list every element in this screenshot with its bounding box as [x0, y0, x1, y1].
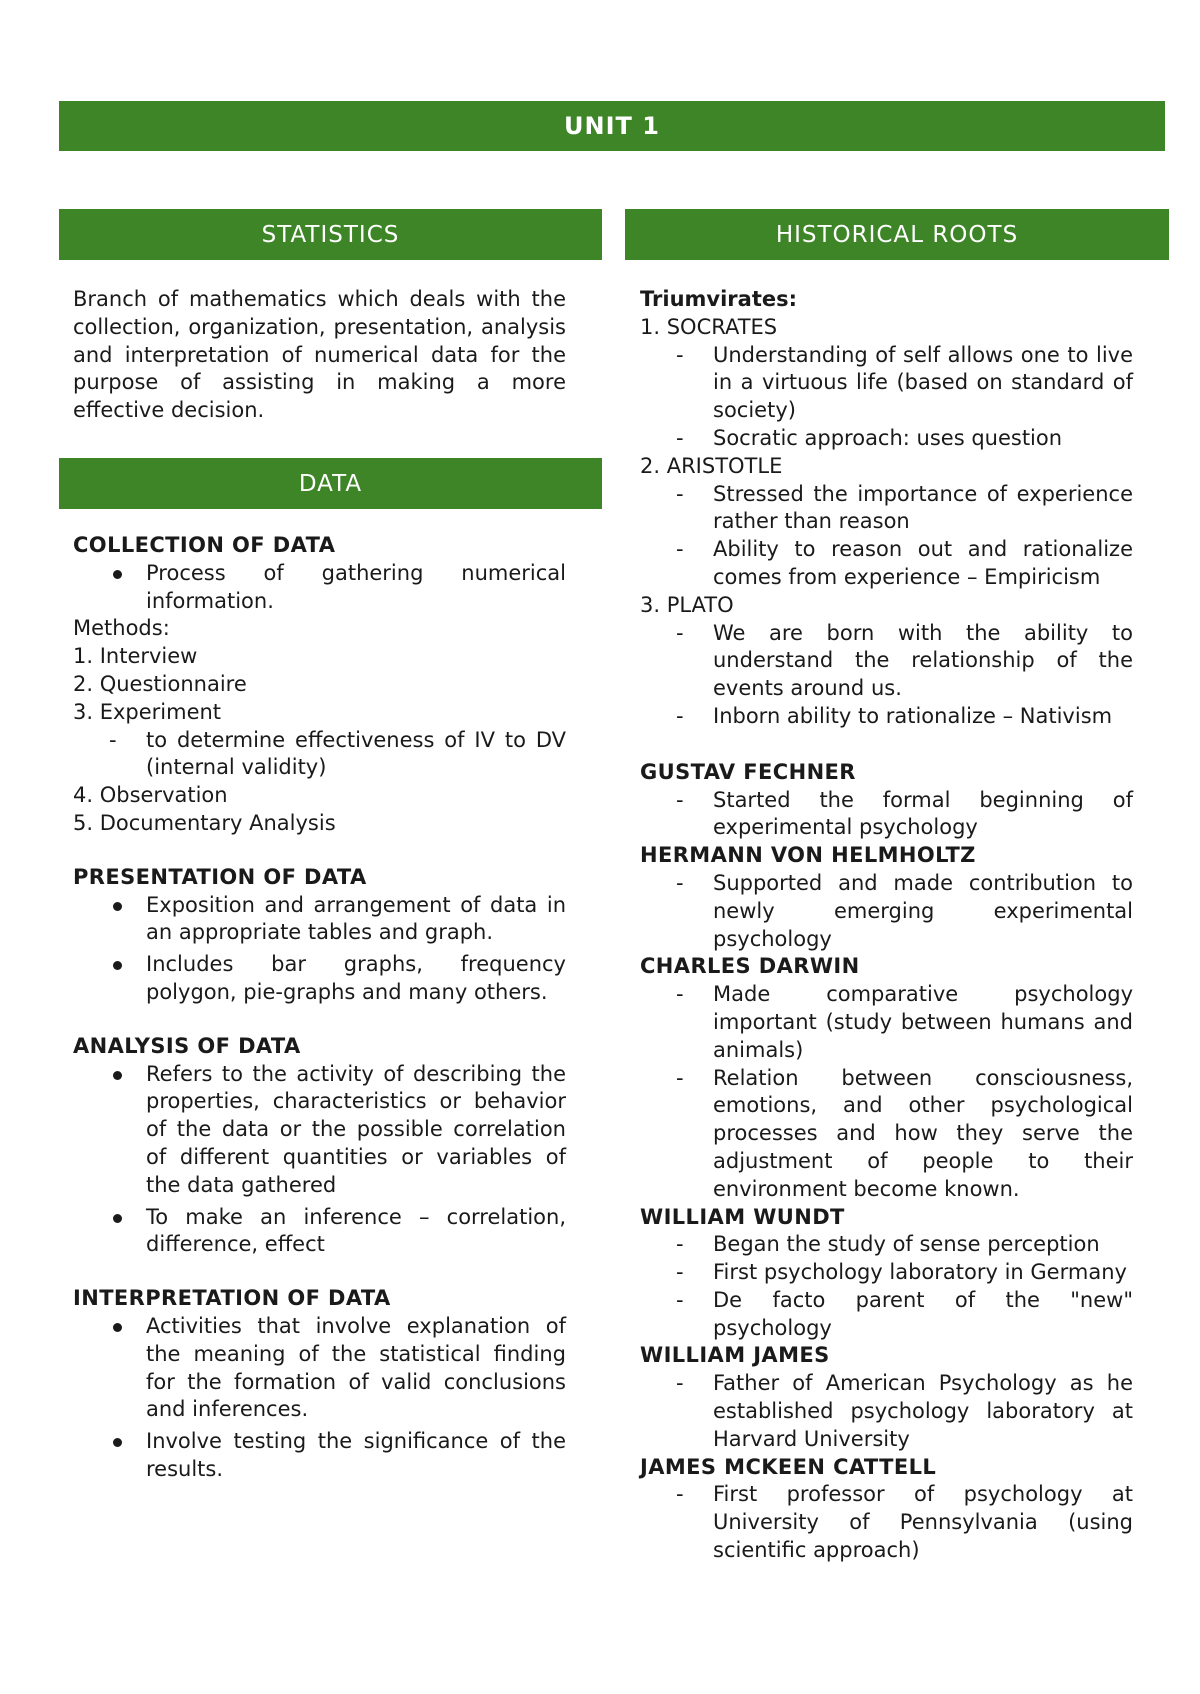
historical-roots-header-label: HISTORICAL ROOTS [775, 221, 1019, 248]
list-item: - Relation between consciousness, emotions, and other psychological processes and how they serve the adjustment of people to their environment become known. [640, 1065, 1133, 1204]
list-item: - to determine effectiveness of IV to DV (internal validity) [73, 727, 566, 783]
fechner-points [640, 787, 1133, 843]
list-item: To make an inference – correlation, difference, effect [73, 1204, 566, 1260]
list-item: Refers to the activity of describing the properties, characteristics or behavior of the data or the possible correlation of different quantities or variables of the data gathered [73, 1061, 566, 1200]
list-item: Exposition and arrangement of data in an appropriate tables and graph. [73, 892, 566, 948]
presentation-bullets [73, 892, 566, 1007]
analysis-title: ANALYSIS OF DATA [73, 1033, 301, 1058]
presentation-title: PRESENTATION OF DATA [73, 864, 367, 889]
darwin-points [640, 981, 1133, 1203]
interpretation-bullets [73, 1313, 566, 1484]
plato-points [640, 620, 1133, 731]
socrates-name: 1. SOCRATES [640, 314, 778, 339]
presentation-of-data [73, 864, 566, 1007]
method-item: 1. Interview [73, 644, 198, 669]
list-item: - De facto parent of the "new" psychology [640, 1287, 1133, 1343]
unit-title: UNIT 1 [564, 112, 660, 140]
list-item: - First psychology laboratory in Germany [640, 1259, 1133, 1287]
experiment-notes [73, 727, 566, 783]
collection-title: COLLECTION OF DATA [73, 533, 336, 557]
collection-of-data [73, 532, 566, 838]
interpretation-of-data [73, 1285, 566, 1484]
aristotle-points [640, 481, 1133, 592]
analysis-of-data [73, 1033, 566, 1259]
list-item: Process of gathering numerical information. [73, 560, 566, 616]
helmholtz-points [640, 870, 1133, 953]
list-item: - Understanding of self allows one to live in a virtuous life (based on standard of society) [640, 342, 1133, 425]
list-item: - Made comparative psychology important (study between humans and animals) [640, 981, 1133, 1064]
helmholtz-name: HERMANN VON HELMHOLTZ [640, 843, 976, 868]
james-points [640, 1370, 1133, 1453]
interpretation-title: INTERPRETATION OF DATA [73, 1286, 391, 1311]
cattell-name: JAMES MCKEEN CATTELL [640, 1454, 937, 1479]
socrates-points [640, 342, 1133, 453]
list-item: - Socratic approach: uses question [640, 425, 1133, 453]
data-header-label: DATA [298, 470, 363, 497]
list-item: - We are born with the ability to understand the relationship of the events around us. [640, 620, 1133, 703]
unit-title-banner [59, 101, 1165, 151]
list-item: - Stressed the importance of experience rather than reason [640, 481, 1133, 537]
method-item: 5. Documentary Analysis [73, 810, 336, 835]
methods-label: Methods: [73, 616, 170, 641]
plato-name: 3. PLATO [640, 592, 734, 617]
triumvirates-label: Triumvirates: [640, 287, 797, 311]
list-item: Includes bar graphs, frequency polygon, pie-graphs and many others. [73, 951, 566, 1007]
list-item: - Supported and made contribution to newly emerging experimental psychology [640, 870, 1133, 953]
list-item: Activities that involve explanation of the meaning of the statistical finding for the formation of valid conclusions and inferences. [73, 1313, 566, 1424]
list-item: - Started the formal beginning of experimental psychology [640, 787, 1133, 843]
data-section [73, 532, 566, 1484]
list-item: - Began the study of sense perception [640, 1231, 1133, 1259]
list-item: - Ability to reason out and rationalize comes from experience – Empiricism [640, 536, 1133, 592]
list-item: - Father of American Psychology as he established psychology laboratory at Harvard University [640, 1370, 1133, 1453]
method-item: 2. Questionnaire [73, 671, 247, 696]
cattell-points [640, 1481, 1133, 1564]
fechner-name: GUSTAV FECHNER [640, 759, 856, 784]
list-item: - First professor of psychology at University of Pennsylvania (using scientific approach) [640, 1481, 1133, 1564]
list-item: - Inborn ability to rationalize – Nativism [640, 703, 1133, 731]
darwin-name: CHARLES DARWIN [640, 954, 860, 979]
historical-roots-header [625, 209, 1169, 260]
list-item: Involve testing the significance of the results. [73, 1428, 566, 1484]
historical-roots-section [640, 286, 1133, 1565]
statistics-header-label: STATISTICS [261, 221, 400, 248]
statistics-section [73, 286, 566, 425]
wundt-points [640, 1231, 1133, 1342]
wundt-name: WILLIAM WUNDT [640, 1204, 845, 1229]
statistics-header [59, 209, 602, 260]
analysis-bullets [73, 1061, 566, 1260]
aristotle-name: 2. ARISTOTLE [640, 453, 783, 478]
data-header [59, 458, 602, 509]
method-item: 3. Experiment [73, 699, 222, 724]
james-name: WILLIAM JAMES [640, 1343, 830, 1368]
method-item: 4. Observation [73, 783, 228, 808]
statistics-definition: Branch of mathematics which deals with the collection, organization, presentation, analysis and interpretation of numerical data for the purpose of assisting in making a more effective decision. [73, 287, 566, 423]
collection-bullets [73, 560, 566, 616]
